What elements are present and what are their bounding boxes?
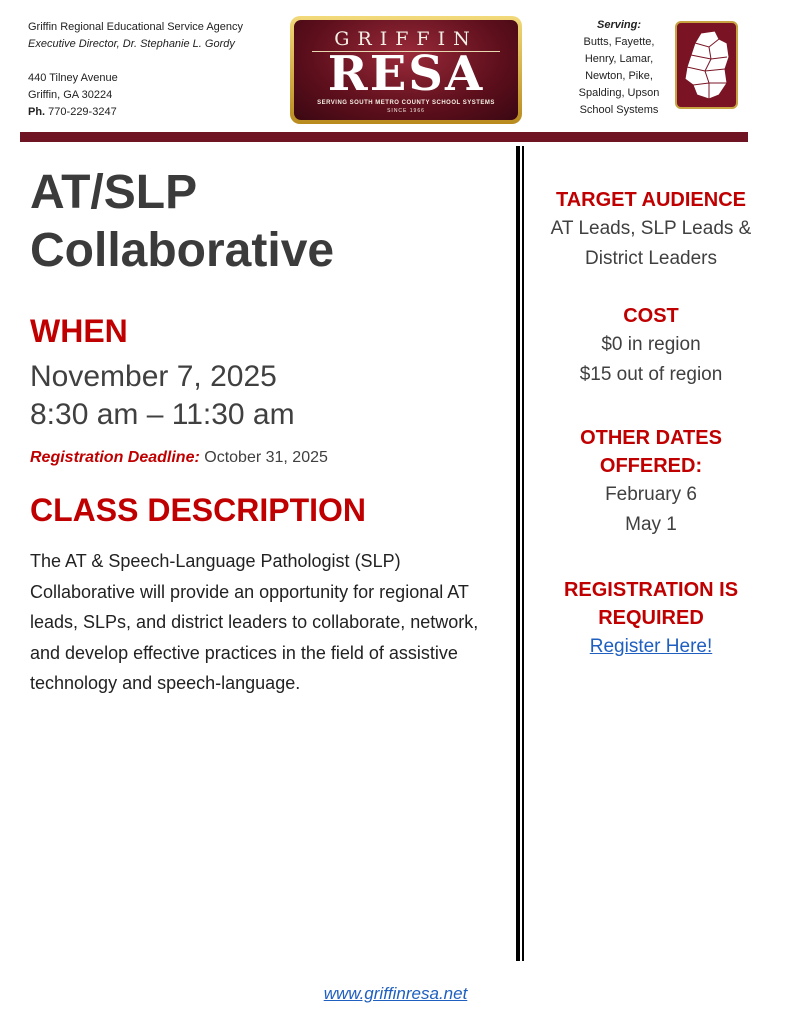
logo-since: SINCE 1966 (387, 108, 425, 114)
serving-title: Serving: (596, 19, 641, 31)
phone-number: 770-229-3247 (45, 106, 117, 118)
serving-line: Henry, Lamar, (584, 53, 654, 65)
other-date-2: May 1 (625, 514, 677, 535)
agency-name: Griffin Regional Educational Service Agency (28, 21, 244, 33)
event-datetime (30, 358, 295, 434)
target-audience-text: AT Leads, SLP Leads & District Leaders (550, 218, 752, 269)
when-heading: WHEN (30, 313, 128, 349)
phone (28, 104, 243, 121)
cost-heading: COST (623, 305, 679, 327)
page-title (30, 164, 334, 280)
website-link[interactable] (0, 984, 791, 1004)
phone-label: Ph. (28, 106, 46, 118)
title-line-1: AT/SLP (30, 166, 198, 219)
register-here-link[interactable]: Register Here! (589, 636, 713, 657)
deadline-value: October 31, 2025 (199, 449, 328, 466)
other-dates-section (540, 424, 762, 540)
cost-out-of-region: $15 out of region (579, 364, 723, 385)
title-line-2: Collaborative (30, 224, 335, 277)
county-map-icon (681, 29, 733, 103)
registration-section (540, 576, 762, 662)
serving-line: Newton, Pike, (585, 70, 653, 82)
address-line-1: 440 Tilney Avenue (28, 72, 118, 84)
registration-heading: REGISTRATION IS REQUIRED (563, 579, 739, 629)
cost-in-region: $0 in region (601, 334, 701, 355)
class-description-heading: CLASS DESCRIPTION (30, 492, 367, 528)
logo-main-text: RESA (327, 46, 485, 102)
target-audience-section (540, 186, 762, 274)
serving-line: School Systems (579, 104, 659, 116)
other-dates-heading: OTHER DATES OFFERED: (580, 427, 722, 477)
deadline-label: Registration Deadline: (30, 449, 200, 466)
website-link-text[interactable]: www.griffinresa.net (323, 984, 468, 1003)
griffin-resa-logo (290, 16, 522, 124)
region-map-icon (675, 21, 738, 109)
executive-director: Executive Director, Dr. Stephanie L. Gordy (28, 38, 235, 50)
serving-line: Butts, Fayette, (583, 36, 655, 48)
header-divider (20, 132, 748, 142)
agency-info (28, 19, 243, 121)
event-date: November 7, 2025 (30, 360, 277, 393)
address-line-2: Griffin, GA 30224 (28, 89, 113, 101)
target-audience-heading: TARGET AUDIENCE (556, 189, 746, 211)
logo-tagline: SERVING SOUTH METRO COUNTY SCHOOL SYSTEMS (317, 100, 495, 106)
event-time: 8:30 am – 11:30 am (30, 398, 295, 431)
logo-top-text: GRIFFIN (334, 28, 478, 50)
class-description: The AT & Speech-Language Pathologist (SLP) Collaborative will provide an opportunity for regional AT leads, SLPs, and district leaders to collaborate, network, and develop effective practices in the field of assistive technology and speech-language. (30, 551, 479, 693)
registration-deadline (30, 449, 328, 467)
other-date-1: February 6 (605, 484, 697, 505)
cost-section (540, 302, 762, 390)
serving-list (563, 17, 675, 119)
serving-line: Spalding, Upson (578, 87, 660, 99)
column-divider (516, 146, 525, 961)
